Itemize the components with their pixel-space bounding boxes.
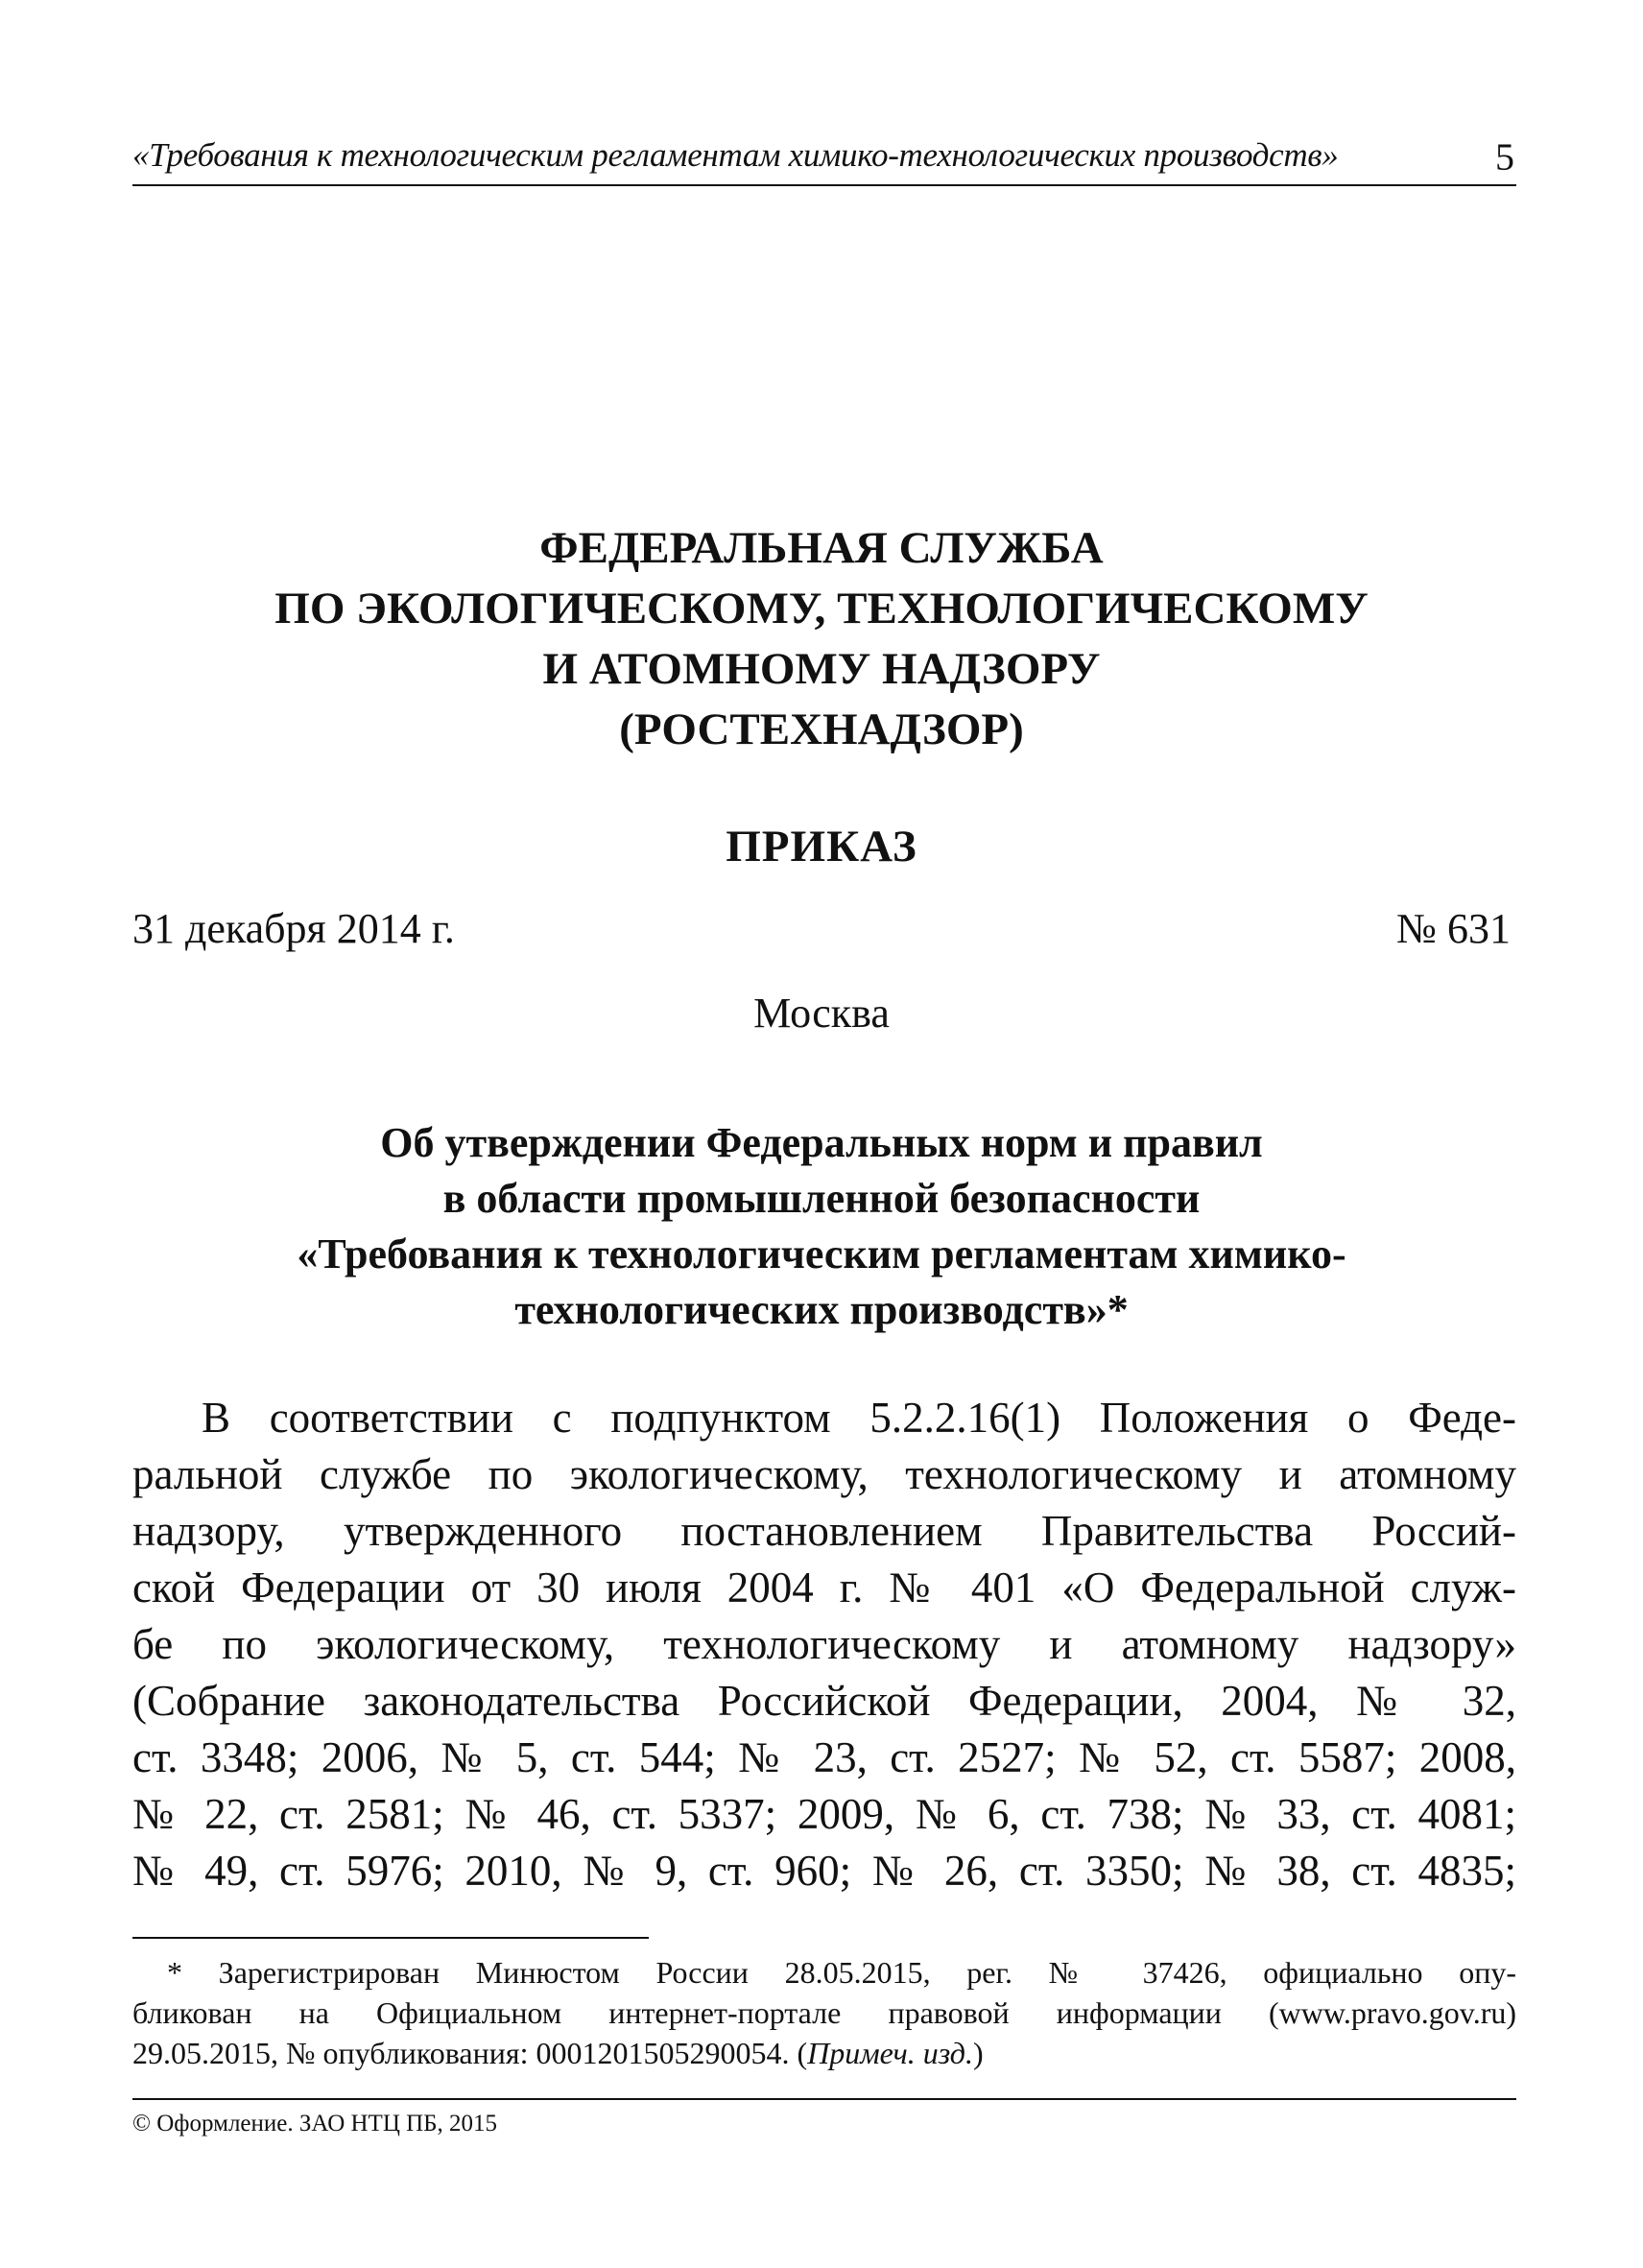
body-line: бе по экологическому, технологическому и атомному надзору»	[132, 1620, 1516, 1668]
footnote-editor-note: Примеч. изд.	[807, 2036, 973, 2070]
body-paragraph	[132, 1390, 1516, 1899]
copyright-notice: © Оформление. ЗАО НТЦ ПБ, 2015	[132, 2111, 498, 2137]
agency-line: (РОСТЕХНАДЗОР)	[619, 704, 1024, 754]
agency-name	[0, 518, 1643, 760]
footnote	[132, 1952, 1516, 2073]
order-date: 31 декабря 2014 г.	[132, 905, 455, 952]
body-line: надзору, утвержденного постановлением Правительства Россий-	[132, 1507, 1516, 1555]
body-line: № 22, ст. 2581; № 46, ст. 5337; 2009, № 6, ст. 738; № 33, ст. 4081;	[132, 1790, 1516, 1838]
subject-line: технологических производств»*	[514, 1286, 1129, 1333]
agency-line: ПО ЭКОЛОГИЧЕСКОМУ, ТЕХНОЛОГИЧЕСКОМУ	[274, 584, 1369, 633]
subject-line: «Требования к технологическим регламентам химико-	[297, 1230, 1346, 1277]
body-line: ральной службе по экологическому, технологическому и атомному	[132, 1450, 1516, 1498]
body-line: В соответствии с подпунктом 5.2.2.16(1) Положения о Феде-	[202, 1394, 1516, 1442]
page-number: 5	[1495, 135, 1514, 179]
footnote-divider	[132, 1937, 649, 1939]
footer-divider	[132, 2098, 1516, 2100]
subject-line: Об утверждении Федеральных норм и правил	[380, 1119, 1263, 1166]
footnote-line: * Зарегистрирован Минюстом России 28.05.2015, рег. № 37426, официально опу-	[167, 1955, 1516, 1990]
body-line: ской Федерации от 30 июля 2004 г. № 401 «О Федеральной служ-	[132, 1564, 1516, 1611]
body-line: ст. 3348; 2006, № 5, ст. 544; № 23, ст. 2527; № 52, ст. 5587; 2008,	[132, 1733, 1516, 1781]
order-title: ПРИКАЗ	[726, 822, 917, 871]
running-title: «Требования к технологическим регламентам химико-технологических производств»	[132, 136, 1339, 174]
body-line: № 49, ст. 5976; 2010, № 9, ст. 960; № 26, ст. 3350; № 38, ст. 4835;	[132, 1847, 1516, 1895]
footnote-text: )	[972, 2036, 984, 2070]
footnote-line: бликован на Официальном интернет-портале правовой информации (www.pravo.gov.ru)	[132, 1995, 1516, 2030]
footnote-line	[132, 2033, 1516, 2073]
body-line: (Собрание законодательства Российской Федерации, 2004, № 32,	[132, 1677, 1516, 1725]
subject-line: в области промышленной безопасности	[442, 1175, 1201, 1222]
agency-line: И АТОМНОМУ НАДЗОРУ	[542, 644, 1101, 694]
running-header	[132, 132, 1516, 186]
order-city: Москва	[753, 990, 890, 1037]
order-number: № 631	[1396, 905, 1511, 952]
agency-line: ФЕДЕРАЛЬНАЯ СЛУЖБА	[539, 523, 1104, 573]
footnote-text: 29.05.2015, № опубликования: 0001201505290054. (	[132, 2036, 808, 2070]
order-subject	[0, 1115, 1643, 1338]
